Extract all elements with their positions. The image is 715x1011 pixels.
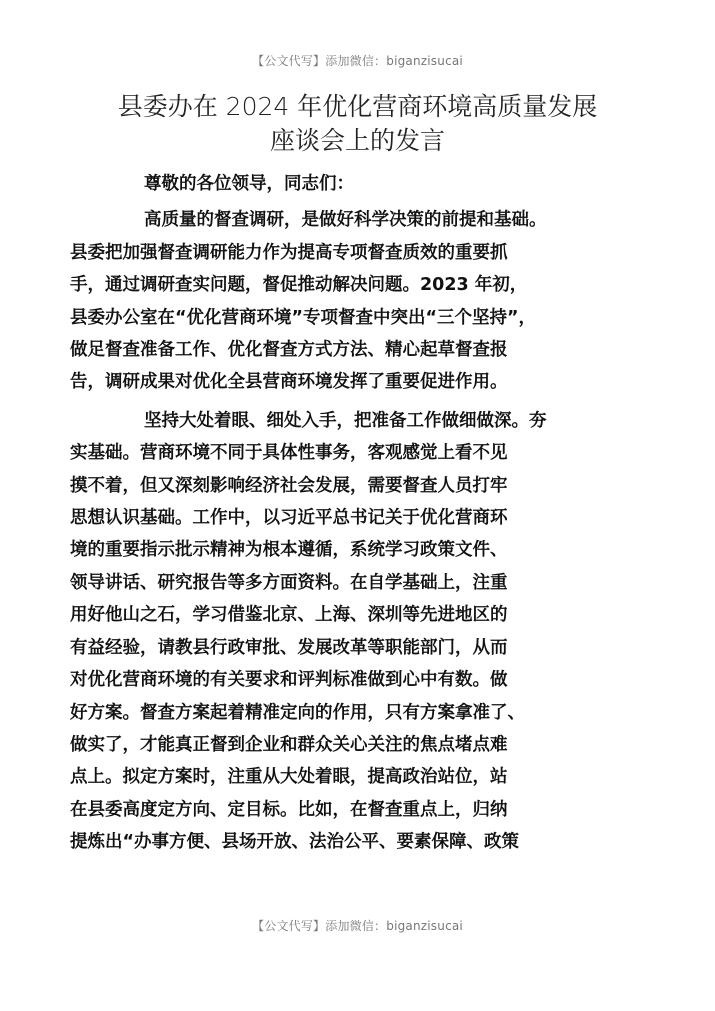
paragraph-2 (70, 405, 618, 859)
title-line-2: 座谈会上的发言 (269, 126, 445, 155)
paragraph-line: 境的重要指示批示精神为根本遵循，系统学习政策文件、 (70, 540, 508, 561)
paragraph-line: 领导讲话、研究报告等多方面资料。在自学基础上，注重 (70, 572, 508, 593)
paragraph-line: 手，通过调研查实问题，督促推动解决问题。2023 年初， (70, 275, 528, 296)
paragraph-line: 做足督查准备工作、优化督查方式方法、精心起草督查报 (70, 340, 508, 361)
title-line-1: 县委办在 2024 年优化营商环境高质量发展 (117, 92, 598, 121)
footer-watermark-note: 【公文代写】添加微信：biganzisucai (252, 919, 463, 933)
paragraph-line: 县委把加强督查调研能力作为提高专项督查质效的重要抓 (70, 242, 508, 263)
paragraph-line: 点上。拟定方案时，注重从大处着眼，提高政治站位，站 (70, 767, 508, 788)
salutation: 尊敬的各位领导，同志们： (144, 174, 354, 194)
paragraph-line: 在县委高度定方向、定目标。比如，在督查重点上，归纳 (70, 799, 508, 820)
paragraph-line: 告，调研成果对优化全县营商环境发挥了重要促进作用。 (70, 372, 508, 393)
paragraph-line: 有益经验，请教县行政审批、发展改革等职能部门，从而 (70, 637, 508, 658)
paragraph-line: 高质量的督查调研，是做好科学决策的前提和基础。 (144, 210, 547, 231)
paragraph-line: 做实了，才能真正督到企业和群众关心关注的焦点堵点难 (70, 734, 508, 755)
paragraph-line: 县委办公室在“优化营商环境”专项督查中突出“三个坚持”， (70, 307, 537, 328)
paragraph-line: 思想认识基础。工作中，以习近平总书记关于优化营商环 (70, 508, 508, 529)
document-body (70, 168, 618, 859)
paragraph-line: 好方案。督查方案起着精准定向的作用，只有方案拿准了、 (70, 702, 525, 723)
paragraph-line: 摸不着，但又深刻影响经济社会发展，需要督查人员打牢 (70, 475, 508, 496)
paragraph-line: 用好他山之石，学习借鉴北京、上海、深圳等先进地区的 (70, 605, 508, 626)
paragraph-line: 实基础。营商环境不同于具体性事务，客观感觉上看不见 (70, 443, 508, 464)
header-watermark-note: 【公文代写】添加微信：biganzisucai (252, 54, 463, 68)
document-title (60, 90, 655, 158)
paragraph-line: 坚持大处着眼、细处入手，把准备工作做细做深。夯 (144, 410, 547, 431)
paragraph-line: 提炼出“办事方便、县场开放、法治公平、要素保障、政策 (70, 832, 519, 853)
paragraph-1 (70, 204, 618, 398)
paragraph-line: 对优化营商环境的有关要求和评判标准做到心中有数。做 (70, 670, 508, 691)
